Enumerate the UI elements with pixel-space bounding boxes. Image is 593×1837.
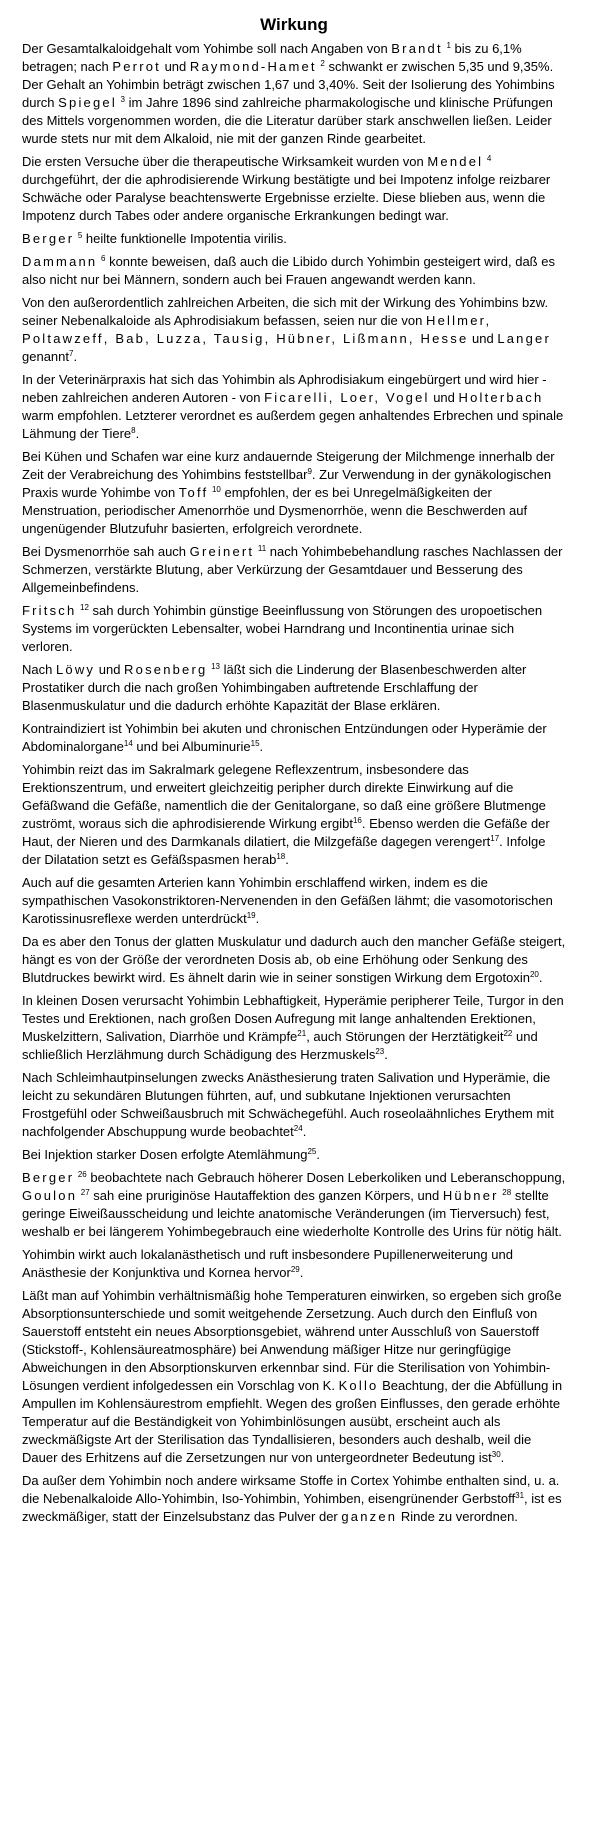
footnote-marker: 30 bbox=[491, 1450, 501, 1459]
footnote-marker: 3 bbox=[120, 95, 125, 104]
text-run: Yohimbin wirkt auch lokalanästhetisch und ruft insbesondere Pupillenerweiterung und Anästhesie der Konjunktiva und Kornea hervor bbox=[22, 1247, 513, 1280]
footnote-marker: 27 bbox=[80, 1188, 90, 1197]
author-name: Kollo bbox=[338, 1378, 379, 1393]
text-run: , auch Störungen der Herztätigkeit bbox=[306, 1029, 504, 1044]
paragraph bbox=[22, 661, 566, 715]
text-run: Auch auf die gesamten Arterien kann Yohimbin erschlaffend wirken, indem es die sympathischen Vasokonstriktoren-Nervenenden in den Gefäßen lähmt; die vasomotorischen Karotissinusreflexe werden unterdrückt bbox=[22, 875, 553, 926]
paragraph bbox=[22, 230, 566, 248]
text-run: . bbox=[500, 1450, 505, 1465]
text-run: und bbox=[95, 662, 125, 677]
paragraph bbox=[22, 543, 566, 597]
author-name: Ficarelli, Loer, Vogel bbox=[264, 390, 430, 405]
text-run: Nach bbox=[22, 662, 56, 677]
author-name: Spiegel bbox=[58, 95, 117, 110]
text-run: , ist es zweckmäßiger, statt der Einzelsubstanz das Pulver der bbox=[22, 1491, 562, 1524]
paragraph bbox=[22, 720, 566, 756]
paragraph bbox=[22, 153, 566, 225]
text-run: im Jahre 1896 sind zahlreiche pharmakologische und klinische Prüfungen des Mittels vorgenommen worden, die die Literatur darüber stark anschwellen ließen. Leider wurde stets nur mit dem Alkaloid, nie mit der ganzen Rinde gearbeitet. bbox=[22, 95, 553, 146]
footnote-marker: 7 bbox=[69, 349, 74, 358]
footnote-marker: 17 bbox=[490, 834, 500, 843]
footnote-marker: 26 bbox=[77, 1170, 87, 1179]
text-run: Die ersten Versuche über die therapeutische Wirksamkeit wurden von bbox=[22, 154, 428, 169]
paragraph bbox=[22, 40, 566, 148]
paragraph bbox=[22, 992, 566, 1064]
text-run: nach Yohimbebehandlung rasches Nachlassen der Schmerzen, verstärkte Blutung, aber Verkürzung der Gesamtdauer und Besserung des Allgemeinbefindens. bbox=[22, 544, 563, 595]
author-name: Hübner bbox=[442, 1188, 499, 1203]
text-run: In der Veterinärpraxis hat sich das Yohimbin als Aphrodisiakum eingebürgert und wird hier - neben zahlreichen anderen Autoren - von bbox=[22, 372, 547, 405]
footnote-marker: 18 bbox=[276, 852, 286, 861]
footnote-marker: 16 bbox=[352, 816, 362, 825]
text-run: schwankt er zwischen 5,35 und 9,35%. Der Gehalt an Yohimbin beträgt zwischen 1,67 und 3,40%. Seit der Isolierung des Yohimbins durch bbox=[22, 59, 555, 110]
paragraph bbox=[22, 1069, 566, 1141]
text-run: . bbox=[259, 739, 264, 754]
footnote-marker: 5 bbox=[77, 231, 83, 240]
author-name: Hellmer, Poltawzeff, Bab, Luzza, Tausig, Hübner, Lißmann, Hesse bbox=[22, 313, 492, 346]
footnote-marker: 22 bbox=[503, 1029, 513, 1038]
text-run: konnte beweisen, daß auch die Libido durch Yohimbin gesteigert wird, daß es also nicht nur bei Männern, sondern auch bei Frauen angewandt werden kann. bbox=[22, 254, 555, 287]
text-run: . Infolge der Dilatation setzt es Gefäßspasmen herab bbox=[22, 834, 546, 867]
text-run: Bei Kühen und Schafen war eine kurz andauernde Steigerung der Milchmenge innerhalb der Zeit der Verabreichung des Yohimbins feststellbar bbox=[22, 449, 555, 482]
text-run: bis zu 6,1% betragen; nach bbox=[22, 41, 522, 74]
text-run: sah durch Yohimbin günstige Beeinflussung von Störungen des uropoetischen Systems im vorgerückten Lebensalter, wobei Harndrang und Incontinentia urinae sich verloren. bbox=[22, 603, 543, 654]
text-run: und schließlich Herzlähmung durch Schädigung des Herzmuskels bbox=[22, 1029, 538, 1062]
footnote-marker: 14 bbox=[123, 739, 133, 748]
text-run: läßt sich die Linderung der Blasenbeschwerden alter Prostatiker durch die nach großen Yohimbingaben auftretende Erschlaffung der Blasenmuskulatur und die dadurch erhöhte Kapazität der Blase erklären. bbox=[22, 662, 527, 713]
author-name: Rosenberg bbox=[124, 662, 208, 677]
footnote-marker: 6 bbox=[101, 254, 106, 263]
footnote-marker: 13 bbox=[211, 662, 220, 671]
author-name: Berger bbox=[22, 1170, 75, 1185]
text-run: Nach Schleimhautpinselungen zwecks Anästhesierung traten Salivation und Hyperämie, die leicht zu sekundären Blutungen führten, auf, und subkutane Injektionen verursachten Frostgefühl oder Schweißausbruch mit Schwächegefühl. Auch roseolaähnliches Erythem mit nachfolgender Abschuppung wurde beobachtet bbox=[22, 1070, 554, 1139]
text-run: Der Gesamtalkaloidgehalt vom Yohimbe soll nach Angaben von bbox=[22, 41, 392, 56]
author-name: Berger bbox=[22, 231, 75, 246]
footnote-marker: 4 bbox=[486, 154, 492, 163]
text-run: Beachtung, der die Abfüllung in Ampullen im Kohlensäurestrom empfiehlt. Wegen des großen Einflusses, den gerade erhöhte Temperatur auf die Beständigkeit von Yohimbinlösungen ausübt, erscheint auch als zweckmäßigste Art der Sterilisation das Tyndallisieren, besonders auch deshalb, weil die Dauer des Erhitzens auf die Zersetzungen nur von untergeordneter Bedeutung ist bbox=[22, 1378, 563, 1465]
text-run: Läßt man auf Yohimbin verhältnismäßig hohe Temperaturen einwirken, so ergeben sich große Absorptionsunterschiede und somit weitgehende Zersetzung. Auch durch den Einfluß von Sauerstoff entsteht ein neues Absorptionsgebiet, während unter Ausschluß von Sauerstoff (Stickstoff-, Kohlensäureatmosphäre) bei Anwendung mäßiger Hitze nur geringfügige Abweichungen in den Absorptionskurven erkennbar sind. Für die Sterilisation von Yohimbin-Lösungen verdient infolgedessen ein Vorschlag von K. bbox=[22, 1288, 562, 1393]
footnote-marker: 8 bbox=[131, 426, 136, 435]
footnote-marker: 19 bbox=[246, 911, 256, 920]
paragraph bbox=[22, 253, 566, 289]
author-name: Dammann bbox=[22, 254, 98, 269]
footnote-marker: 12 bbox=[80, 603, 89, 612]
author-name: Brandt bbox=[391, 41, 443, 56]
text-run: Da außer dem Yohimbin noch andere wirksame Stoffe in Cortex Yohimbe enthalten sind, u. a. die Nebenalkaloide Allo-Yohimbin, Iso-Yohimbin, Yohimben, eisengrünender Gerbstoff bbox=[22, 1473, 560, 1506]
footnote-marker: 29 bbox=[290, 1265, 300, 1274]
text-run: Von den außerordentlich zahlreichen Arbeiten, die sich mit der Wirkung des Yohimbins bzw. seiner Nebenalkaloide als Aphrodisiakum befassen, seien nur die von bbox=[22, 295, 549, 328]
footnote-marker: 24 bbox=[293, 1124, 303, 1133]
author-name: Goulon bbox=[22, 1188, 78, 1203]
text-run: . bbox=[316, 1147, 320, 1162]
paragraph bbox=[22, 1146, 566, 1164]
footnote-marker: 10 bbox=[211, 485, 221, 494]
footnote-marker: 20 bbox=[529, 970, 539, 979]
author-name: Perrot bbox=[112, 59, 161, 74]
text-run: und bbox=[429, 390, 459, 405]
text-run: genannt bbox=[22, 349, 69, 364]
text-run: Da es aber den Tonus der glatten Muskulatur und dadurch auch den mancher Gefäße steigert, hängt es von der Größe der verordneten Dosis ab, ob eine Erhöhung oder Senkung des Blutdruckes bewirkt wird. Es ähnelt darin wie in seiner sonstigen Wirkung dem Ergotoxin bbox=[22, 934, 566, 985]
text-run: warm empfohlen. Letzterer verordnet es außerdem gegen anhaltendes Erbrechen und spinale Lähmung der Tiere bbox=[22, 408, 564, 441]
text-run: Rinde zu verordnen. bbox=[397, 1509, 518, 1524]
paragraph bbox=[22, 448, 566, 538]
footnote-marker: 2 bbox=[320, 59, 325, 68]
text-run: Bei Dysmenorrhöe sah auch bbox=[22, 544, 190, 559]
author-name: Löwy bbox=[55, 662, 96, 677]
footnote-marker: 1 bbox=[446, 41, 451, 50]
author-name: Fritsch bbox=[22, 603, 77, 618]
text-run: empfohlen, der es bei Unregelmäßigkeiten der Menstruation, periodischer Amenorrhöe und Dysmenorrhöe, wenn die Beschwerden auf ungenügender Blutzufuhr basierten, erfolgreich verordnete. bbox=[22, 485, 528, 536]
text-run: Yohimbin reizt das im Sakralmark gelegene Reflexzentrum, insbesondere das Erektionszentrum, und erweitert gleichzeitig peripher durch direkte Einwirkung auf die Gefäßwand die Gefäße, namentlich die der Genitalorgane, so daß eine größere Blutmenge zuströmt, woraus sich die aphrodisierende Wirkung ergibt bbox=[22, 762, 546, 831]
text-run: . bbox=[255, 911, 260, 926]
text-run: . Zur Verwendung in der gynäkologischen Praxis wurde Yohimbe von bbox=[22, 467, 552, 500]
paragraph bbox=[22, 602, 566, 656]
text-run: . Ebenso werden die Gefäße der Haut, der Nieren und des Darmkanals dilatiert, die Milzgefäße dagegen verengert bbox=[22, 816, 550, 849]
paragraph bbox=[22, 933, 566, 987]
text-run: . bbox=[384, 1047, 388, 1062]
paragraph bbox=[22, 294, 566, 366]
author-name: ganzen bbox=[341, 1509, 398, 1524]
footnote-marker: 28 bbox=[502, 1188, 512, 1197]
text-run: . bbox=[299, 1265, 304, 1280]
author-name: Greinert bbox=[189, 544, 255, 559]
text-run: und bbox=[468, 331, 498, 346]
text-run: durchgeführt, der die aphrodisierende Wirkung bestätigte und bei Impotenz infolge reizbarer Schwäche oder Paralyse beachtenswerte Ergebnisse erzielte. Diese blieben aus, wenn die Impotenz durch Tabes oder andere organische Erkrankungen bedingt war. bbox=[22, 172, 551, 223]
text-run: . bbox=[135, 426, 140, 441]
author-name: Holterbach bbox=[458, 390, 544, 405]
page-title: Wirkung bbox=[260, 15, 328, 34]
text-run: sah eine pruriginöse Hautaffektion des ganzen Körpers, und bbox=[89, 1188, 443, 1203]
author-name: Raymond-Hamet bbox=[189, 59, 317, 74]
paragraph bbox=[22, 761, 566, 869]
text-run: . bbox=[302, 1124, 307, 1139]
footnote-marker: 21 bbox=[297, 1029, 307, 1038]
author-name: Toff bbox=[178, 485, 209, 500]
footnote-marker: 25 bbox=[307, 1147, 317, 1156]
footnote-marker: 31 bbox=[515, 1491, 525, 1500]
paragraph bbox=[22, 1246, 566, 1282]
text-run: . bbox=[285, 852, 289, 867]
text-run: . bbox=[538, 970, 543, 985]
paragraph bbox=[22, 874, 566, 928]
footnote-marker: 23 bbox=[375, 1047, 385, 1056]
author-name: Mendel bbox=[427, 154, 484, 169]
text-run: und bei Albuminurie bbox=[132, 739, 251, 754]
text-run: heilte funktionelle Impotentia virilis. bbox=[82, 231, 287, 246]
footnote-marker: 15 bbox=[250, 739, 260, 748]
text-run: und bbox=[160, 59, 190, 74]
text-run: . bbox=[73, 349, 78, 364]
footnote-marker: 9 bbox=[307, 467, 312, 476]
paragraph bbox=[22, 1287, 566, 1467]
paragraph bbox=[22, 371, 566, 443]
document-body bbox=[22, 40, 566, 1526]
paragraph bbox=[22, 1472, 566, 1526]
text-run: In kleinen Dosen verursacht Yohimbin Lebhaftigkeit, Hyperämie peripherer Teile, Turgor in den Testes und Erektionen, nach großen Dosen Aufregung mit lange anhaltenden Erektionen, Muskelzittern, Salivation, Diarrhöe und Krämpfe bbox=[22, 993, 564, 1044]
text-run: Bei Injektion starker Dosen erfolgte Atemlähmung bbox=[22, 1147, 308, 1162]
paragraph bbox=[22, 1169, 566, 1241]
text-run: Kontraindiziert ist Yohimbin bei akuten und chronischen Entzündungen oder Hyperämie der Abdominalorgane bbox=[22, 721, 547, 754]
text-run: beobachtete nach Gebrauch höherer Dosen Leberkoliken und Leberanschoppung, bbox=[86, 1170, 566, 1185]
text-run: stellte geringe Eiweißausscheidung und leichte anatomische Veränderungen (im Tierversuch) fest, weshalb er bei längerem Yohimbegebrauch eine wiederholte Kontrolle des Urins für nötig hält. bbox=[22, 1188, 562, 1239]
author-name: Langer bbox=[497, 331, 551, 346]
footnote-marker: 11 bbox=[257, 544, 267, 553]
